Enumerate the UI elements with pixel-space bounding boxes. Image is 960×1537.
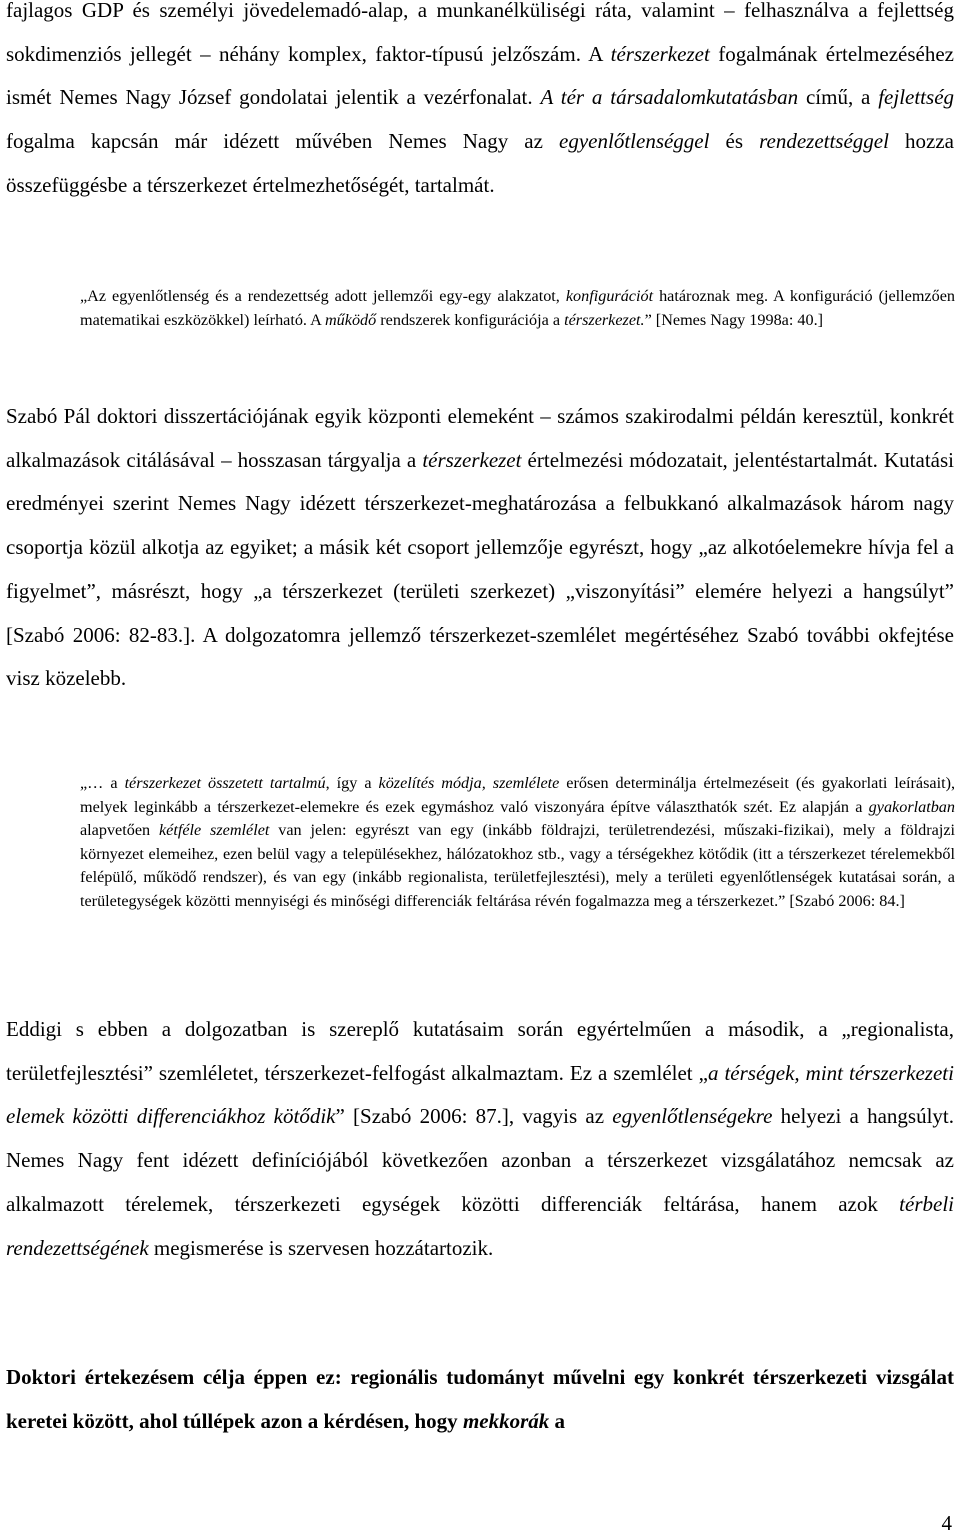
- text-run: van jelen: egyrészt van egy (inkább földrajzi, területrendezési, műszaki-fizikai), mely a földrajzi környezet elemeihez, ezen belül vagy a településekhez, hálózatokhoz stb., vagy a térségekhez kötődik (itt a térszerkezet térelemekből felépülő, működő rendszer), és van egy (inkább regionalista, területfejlesztési), mely a területi egyenlőtlenségek kutatásai során, a területegységek közötti mennyiségi és minőségi differenciák feltárása révén fogalmazza meg a térszerkezet.” [Szabó 2006: 84.]: [80, 821, 956, 910]
- text-run: , így a: [325, 774, 379, 792]
- text-run: ” [Szabó 2006: 87.], vagyis az: [335, 1104, 613, 1129]
- italic-text-run: térszerkezet: [422, 447, 522, 472]
- italic-text-run: a térségek, mint térszerkezeti elemek közötti differenciákhoz kötődik: [6, 1060, 954, 1129]
- page-number: 4: [941, 1511, 952, 1535]
- text-run: Doktori értekezésem célja éppen ez: regionális tudományt művelni egy konkrét térszerkezeti vizsgálat keretei között, ahol túllépek azon a kérdésen, hogy: [6, 1365, 954, 1433]
- text-run: „Az egyenlőtlenség és a rendezettség adott jellemzői egy-egy alakzatot,: [80, 287, 566, 305]
- italic-text-run: egyenlőtlenséggel: [559, 129, 710, 154]
- text-run: Szabó Pál doktori disszertációjának egyik központi elemeként – számos szakirodalmi példán keresztül, konkrét alkalmazások citálásával – hosszasan tárgyalja a: [6, 404, 954, 472]
- text-run: alapvetően: [80, 821, 159, 839]
- text-run: „… a: [80, 774, 125, 792]
- text-run: megismerése is szervesen hozzátartozik.: [148, 1235, 494, 1260]
- text-run: rendszerek konfigurációja a: [376, 310, 565, 329]
- italic-text-run: kétféle szemlélet: [158, 821, 270, 839]
- text-run: ” [Nemes Nagy 1998a: 40.]: [644, 310, 824, 329]
- text-run: határoznak meg. A konfiguráció (jellemzően matematikai eszközökkel) leírható. A: [80, 287, 955, 329]
- text-run: értelmezési módozatait, jelentéstartalmát. Kutatási eredményei szerint Nemes Nagy idézett térszerkezet-meghatározása a felbukkanó alkalmazások három nagy csoportja közül alkotja az egyiket; a másik két csoport jellemzője egyrészt, hogy „az alkotóelemekre hívja fel a figyelmet”, másrészt, hogy „a térszerkezet (területi szerkezet) „viszonyítási” elemére helyezi a hangsúlyt” [Szabó 2006: 82-83.]. A dolgozatomra jellemző térszerkezet-szemlélet megértéséhez Szabó további okfejtése visz közelebb.: [6, 447, 954, 691]
- italic-text-run: mekkorák: [462, 1408, 550, 1433]
- italic-text-run: térszerkezet.: [564, 310, 645, 329]
- text-run: hozza összefüggésbe a térszerkezet értelmezhetőségét, tartalmát.: [6, 129, 954, 197]
- italic-text-run: gyakorlatban: [868, 797, 955, 816]
- body-paragraph-1: [6, 0, 954, 208]
- text-run: és: [709, 129, 760, 154]
- italic-text-run: egyenlőtlenségekre: [612, 1104, 773, 1129]
- body-paragraph-4-bold: [6, 1356, 954, 1443]
- text-run: című, a: [798, 85, 879, 110]
- text-run: helyezi a hangsúlyt. Nemes Nagy fent idézett definíciójából következően azonban a térszerkezet vizsgálatához nemcsak az alkalmazott térelemek, térszerkezeti egységek közötti differenciák feltárása, hanem azok: [6, 1104, 954, 1216]
- text-run: fogalmának értelmezéséhez ismét Nemes Nagy József gondolatai jelentik a vezérfonalat.: [6, 41, 954, 110]
- text-run: fajlagos GDP és személyi jövedelemadó-alap, a munkanélküliségi ráta, valamint – felhasználva a fejlettség sokdimenziós jellegét – néhány komplex, faktor-típusú jelzőszám. A: [6, 0, 954, 66]
- text-run: erősen determinálja értelmezéseit (és gyakorlati leírásait), melyek leginkább a térszerkezet-elemekre és ezek egymáshoz való viszonyára építve választhatók szét. Ez alapján a: [80, 774, 956, 816]
- text-run: fogalma kapcsán már idézett művében Nemes Nagy az: [6, 129, 560, 154]
- text-run: a: [549, 1408, 566, 1433]
- italic-text-run: térbeli rendezettségének: [6, 1191, 954, 1260]
- italic-text-run: térszerkezet: [610, 41, 710, 66]
- block-quote-1: [80, 285, 955, 332]
- italic-text-run: konfigurációt: [565, 287, 654, 305]
- body-paragraph-2: [6, 395, 954, 701]
- italic-text-run: A tér a társadalomkutatásban: [540, 85, 799, 110]
- italic-text-run: térszerkezet összetett tartalmú: [124, 774, 326, 792]
- italic-text-run: fejlettség: [878, 85, 955, 110]
- italic-text-run: rendezettséggel: [759, 129, 889, 154]
- text-run: Eddigi s ebben a dolgozatban is szereplő kutatásaim során egyértelműen a második, a „regionalista, területfejlesztési” szemléletet, térszerkezet-felfogást alkalmaztam. Ez a szemlélet „: [6, 1017, 954, 1085]
- italic-text-run: működő: [324, 310, 377, 329]
- italic-text-run: közelítés módja, szemlélete: [378, 774, 560, 792]
- block-quote-2: [80, 772, 955, 913]
- body-paragraph-3: [6, 1008, 954, 1270]
